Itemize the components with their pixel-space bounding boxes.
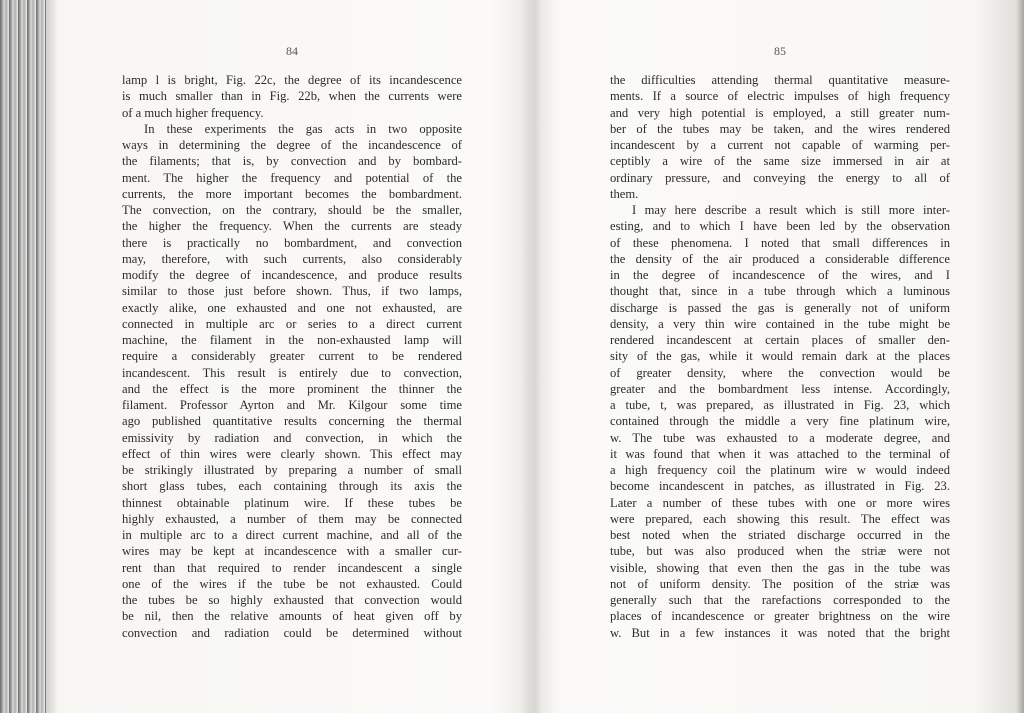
text-line: The convection, on the contrary, should be the smaller, <box>122 203 462 217</box>
text-line: w. The tube was exhausted to a moderate degree, and <box>610 430 950 445</box>
text-line: In these experiments the gas acts in two opposite <box>144 121 462 136</box>
text-line: be nil, then the relative amounts of heat given off by <box>122 609 462 624</box>
text-line: ordinary pressure, and conveying the energy to all of <box>610 170 950 185</box>
text-line: incandescent. This result is entirely due to convection, <box>122 365 462 380</box>
text-line: sity of the gas, while it would remain dark at the places <box>610 349 950 364</box>
text-line: I may here describe a result which is still more inter- <box>632 203 950 217</box>
text-line: the tubes be so highly exhausted that convection would <box>122 593 462 607</box>
text-line: greater and the bombardment less intense. Accordingly, <box>610 381 950 396</box>
text-line: in the degree of incandescence of the wires, and I <box>610 268 950 282</box>
text-line: it was found that when it was attached to the terminal of <box>610 446 950 461</box>
text-line: exactly alike, one exhausted and one not exhausted, are <box>122 300 462 315</box>
text-line: of these phenomena. I noted that small differences in <box>610 235 950 250</box>
text-line: be strikingly illustrated by preparing a number of small <box>122 463 462 477</box>
text-line: convection and radiation could be determined without <box>122 625 462 640</box>
text-line: emissivity by radiation and convection, in which the <box>122 430 462 445</box>
page-number-left: 84 <box>286 44 298 58</box>
text-line: and very high potential is employed, a still greater num- <box>610 105 950 120</box>
text-line: of greater density, where the convection would be <box>610 365 950 380</box>
text-line: contained through the middle a very fine platinum wire, <box>610 414 950 429</box>
text-line: visible, showing that even then the gas in the tube was <box>610 560 950 575</box>
text-line: become incandescent in patches, as illustrated in Fig. 23. <box>610 479 950 494</box>
text-line: connected in multiple arc or series to a direct current <box>122 316 462 331</box>
left-page-text <box>122 72 462 641</box>
text-line: wires may be kept at incandescence with a smaller cur- <box>122 544 462 559</box>
text-line: incandescent by a current not capable of warming per- <box>610 138 950 152</box>
text-line: ceptibly a wire of the same size immersed in air at <box>610 154 950 169</box>
text-line: may, therefore, with such currents, also considerably <box>122 251 462 266</box>
text-line: of a much higher frequency. <box>122 105 264 120</box>
text-line: require a considerably greater current to be rendered <box>122 349 462 364</box>
text-line: tube, but was also produced when the striæ were not <box>610 544 950 559</box>
text-line: thought that, since in a tube through which a luminous <box>610 284 950 299</box>
text-line: in multiple arc to a direct current machine, and all of the <box>122 528 462 542</box>
page-gutter <box>520 0 554 713</box>
text-line: the density of the air produced a considerable difference <box>610 251 950 266</box>
right-page <box>610 0 950 713</box>
text-line: ments. If a source of electric impulses of high frequency <box>610 89 950 104</box>
right-page-text <box>610 72 950 641</box>
book-binding-edge <box>0 0 46 713</box>
text-line: short glass tubes, each containing through its axis the <box>122 479 462 494</box>
text-line: the higher the frequency. When the currents are steady <box>122 219 462 234</box>
text-line: machine, the filament in the non-exhausted lamp will <box>122 333 462 347</box>
text-line: ber of the tubes may be taken, and the wires rendered <box>610 121 950 136</box>
text-line: best noted when the striated discharge occurred in the <box>610 528 950 542</box>
text-line: rendered incandescent at certain places of smaller den- <box>610 333 950 347</box>
text-line: were prepared, each showing this result. The effect was <box>610 511 950 526</box>
text-line: discharge is passed the gas is generally not of uniform <box>610 300 950 315</box>
page-number-right: 85 <box>774 44 786 58</box>
text-line: ago published quantitative results concerning the thermal <box>122 414 462 429</box>
text-line: filament. Professor Ayrton and Mr. Kilgour some time <box>122 398 462 412</box>
text-line: highly exhausted, a number of them may be connected <box>122 511 462 526</box>
text-line: the filaments; that is, by convection and by bombard- <box>122 154 462 169</box>
page-right-edge <box>1016 0 1024 713</box>
text-line: effect of thin wires were clearly shown. This effect may <box>122 446 462 461</box>
text-line: a high frequency coil the platinum wire w would indeed <box>610 463 950 477</box>
text-line: lamp l is bright, Fig. 22c, the degree of its incandescence <box>122 73 462 87</box>
text-line: one of the wires if the tube be not exhausted. Could <box>122 576 462 591</box>
text-line: rent than that required to render incandescent a single <box>122 560 462 575</box>
text-line: ways in determining the degree of the incandescence of <box>122 138 462 152</box>
text-line: modify the degree of incandescence, and produce results <box>122 268 462 282</box>
text-line: not of uniform density. The position of the striæ was <box>610 576 950 591</box>
text-line: is much smaller than in Fig. 22b, when the currents were <box>122 89 462 104</box>
text-line: there is practically no bombardment, and convection <box>122 235 462 250</box>
text-line: Later a number of these tubes with one or more wires <box>610 495 950 510</box>
text-line: places of incandescence or greater brightness on the wire <box>610 609 950 624</box>
text-line: w. But in a few instances it was noted that the bright <box>610 625 950 640</box>
text-line: density, a very thin wire contained in the tube might be <box>610 316 950 331</box>
text-line: currents, the more important becomes the bombardment. <box>122 186 462 201</box>
text-line: similar to those just before shown. Thus, if two lamps, <box>122 284 462 299</box>
text-line: a tube, t, was prepared, as illustrated in Fig. 23, which <box>610 398 950 412</box>
left-page <box>122 0 462 713</box>
text-line: esting, and to which I have been led by the observation <box>610 219 950 234</box>
text-line: ment. The higher the frequency and potential of the <box>122 170 462 185</box>
text-line: generally such that the rarefactions corresponded to the <box>610 593 950 607</box>
text-line: them. <box>610 186 639 201</box>
text-line: and the effect is the more prominent the thinner the <box>122 381 462 396</box>
text-line: the difficulties attending thermal quantitative measure- <box>610 73 950 87</box>
text-line: thinnest obtainable platinum wire. If these tubes be <box>122 495 462 510</box>
